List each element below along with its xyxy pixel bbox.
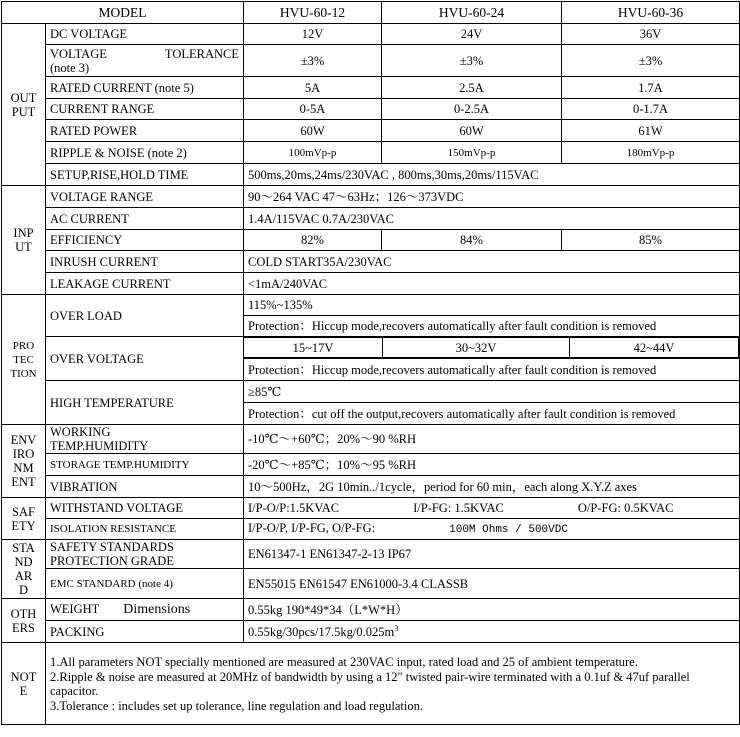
row-label: RATED CURRENT (note 5): [46, 77, 244, 99]
row-label: ISOLATION RESISTANCE: [46, 519, 244, 540]
note-line: 3.Tolerance : includes set up tolerance, line regulation and load regulation.: [50, 698, 423, 713]
value-cell: I/P-O/P, I/P-FG, O/P-FG: 100M Ohms / 500VDC: [244, 519, 740, 540]
row-label: WITHSTAND VOLTAGE: [46, 498, 244, 519]
value-cell: EN55015 EN61547 EN61000-3.4 CLASSB: [244, 569, 740, 599]
value-cell: EN61347-1 EN61347-2-13 IP67: [244, 540, 740, 569]
value-cell: 60W: [244, 120, 382, 142]
protection-note: Protection：Hiccup mode,recovers automatically after fault condition is removed: [244, 359, 740, 381]
table-row: [2, 24, 740, 45]
value-cell: <1mA/240VAC: [244, 273, 740, 295]
protection-note: Protection：cut off the output,recovers automatically after fault condition is removed: [244, 403, 740, 425]
value-cell: I/P-O/P:1.5KVAC I/P-FG: 1.5KVAC O/P-FG: 0.5KVAC: [244, 498, 740, 519]
table-row: [2, 519, 740, 540]
row-label: EFFICIENCY: [46, 230, 244, 251]
row-label: SETUP,RISE,HOLD TIME: [46, 164, 244, 186]
value-cell: -10℃～+60℃；20%～90 %RH: [244, 425, 740, 454]
value-cell: 0-5A: [244, 99, 382, 120]
spec-table: [1, 1, 740, 725]
table-row: [2, 295, 740, 316]
value-cell: 36V: [562, 24, 740, 45]
value-cell: 24V: [382, 24, 562, 45]
value-cell: 90～264 VAC 47～63Hz；126～373VDC: [244, 186, 740, 208]
value-cell: 61W: [562, 120, 740, 142]
model-name: HVU-60-12: [244, 2, 382, 24]
value-cell: 5A: [244, 77, 382, 99]
table-row: [2, 454, 740, 476]
table-row: [2, 337, 740, 359]
table-row: [2, 251, 740, 273]
table-row: [2, 120, 740, 142]
model-name: HVU-60-36: [562, 2, 740, 24]
row-label: PACKING: [46, 621, 244, 643]
table-row: [2, 164, 740, 186]
table-row: [2, 381, 740, 403]
value-cell: 84%: [382, 230, 562, 251]
group-environment: ENV IRO NM ENT: [2, 425, 46, 498]
note-line: 2.Ripple & noise are measured at 20MHz of bandwidth by using a 12" twisted pair-wire terminated with a 0.1uf & 47uf parallel capacitor.: [50, 669, 690, 698]
model-header: MODEL: [2, 2, 244, 24]
protection-note: Protection：Hiccup mode,recovers automatically after fault condition is removed: [244, 316, 740, 337]
table-row: [2, 273, 740, 295]
value-cell: 30~32V: [383, 338, 570, 358]
row-label: INRUSH CURRENT: [46, 251, 244, 273]
value-cell: 180mVp-p: [562, 142, 740, 164]
table-row: [2, 230, 740, 251]
model-name: HVU-60-24: [382, 2, 562, 24]
row-label: VIBRATION: [46, 476, 244, 498]
table-row: [2, 142, 740, 164]
value-cell: 100mVp-p: [244, 142, 382, 164]
value-cell: -20℃～+85℃；10%～95 %RH: [244, 454, 740, 476]
value-cell: 60W: [382, 120, 562, 142]
value-cell: 115%~135%: [244, 295, 740, 316]
value-cell: 10～500Hz，2G 10min../1cycle，period for 60 min，each along X.Y.Z axes: [244, 476, 740, 498]
value-cell: ±3%: [562, 45, 740, 77]
table-row: [2, 540, 740, 569]
row-label: LEAKAGE CURRENT: [46, 273, 244, 295]
value-group: [244, 337, 740, 359]
row-label: OVER VOLTAGE: [46, 337, 244, 381]
table-row: [2, 643, 740, 725]
row-label: VOLTAGE TOLERANCE (note 3): [46, 45, 244, 77]
row-label: WEIGHT Dimensions: [46, 599, 244, 621]
note-line: 1.All parameters NOT specially mentioned are measured at 230VAC input, rated load and 25 of ambient temperature.: [50, 654, 638, 669]
table-row: [2, 569, 740, 599]
table-row: [2, 99, 740, 120]
group-input: INP UT: [2, 186, 46, 295]
table-row: [2, 621, 740, 643]
row-label: OVER LOAD: [46, 295, 244, 337]
group-others: OTH ERS: [2, 599, 46, 643]
value-cell: 0-1.7A: [562, 99, 740, 120]
row-label: EMC STANDARD (note 4): [46, 569, 244, 599]
row-label: VOLTAGE RANGE: [46, 186, 244, 208]
row-label: SAFETY STANDARDS PROTECTION GRADE: [46, 540, 244, 569]
value-cell: ±3%: [244, 45, 382, 77]
row-label: WORKING TEMP.HUMIDITY: [46, 425, 244, 454]
row-label: DC VOLTAGE: [46, 24, 244, 45]
table-row: [2, 425, 740, 454]
value-cell: 2.5A: [382, 77, 562, 99]
group-standard: STA ND AR D: [2, 540, 46, 599]
row-label: CURRENT RANGE: [46, 99, 244, 120]
value-cell: 1.7A: [562, 77, 740, 99]
group-protection: PRO TEC TION: [2, 295, 46, 425]
notes-cell: [46, 643, 740, 725]
value-cell: COLD START35A/230VAC: [244, 251, 740, 273]
value-cell: 15~17V: [244, 338, 383, 358]
row-label: HIGH TEMPERATURE: [46, 381, 244, 425]
row-label: RATED POWER: [46, 120, 244, 142]
value-cell: 0-2.5A: [382, 99, 562, 120]
group-safety: SAF ETY: [2, 498, 46, 540]
value-cell: 150mVp-p: [382, 142, 562, 164]
row-label: RIPPLE & NOISE (note 2): [46, 142, 244, 164]
table-row: [2, 599, 740, 621]
value-cell: 85%: [562, 230, 740, 251]
value-cell: ±3%: [382, 45, 562, 77]
value-cell: 0.55kg 190*49*34（L*W*H）: [244, 599, 740, 621]
value-cell: 42~44V: [570, 338, 739, 358]
value-cell: 12V: [244, 24, 382, 45]
table-row: [2, 498, 740, 519]
header-row: [2, 2, 740, 24]
table-row: [2, 45, 740, 77]
value-cell: 82%: [244, 230, 382, 251]
table-row: [2, 476, 740, 498]
value-cell: $0.55kg/30pcs/17.5kg/0.025m^3$: [244, 621, 740, 643]
table-row: [2, 77, 740, 99]
group-output: OUT PUT: [2, 24, 46, 186]
group-note: NOT E: [2, 643, 46, 725]
value-cell: 1.4A/115VAC 0.7A/230VAC: [244, 208, 740, 230]
row-label: STORAGE TEMP.HUMIDITY: [46, 454, 244, 476]
table-row: [2, 186, 740, 208]
value-cell: 500ms,20ms,24ms/230VAC , 800ms,30ms,20ms/115VAC: [244, 164, 740, 186]
value-cell: ≥85℃: [244, 381, 740, 403]
table-row: [2, 208, 740, 230]
row-label: AC CURRENT: [46, 208, 244, 230]
